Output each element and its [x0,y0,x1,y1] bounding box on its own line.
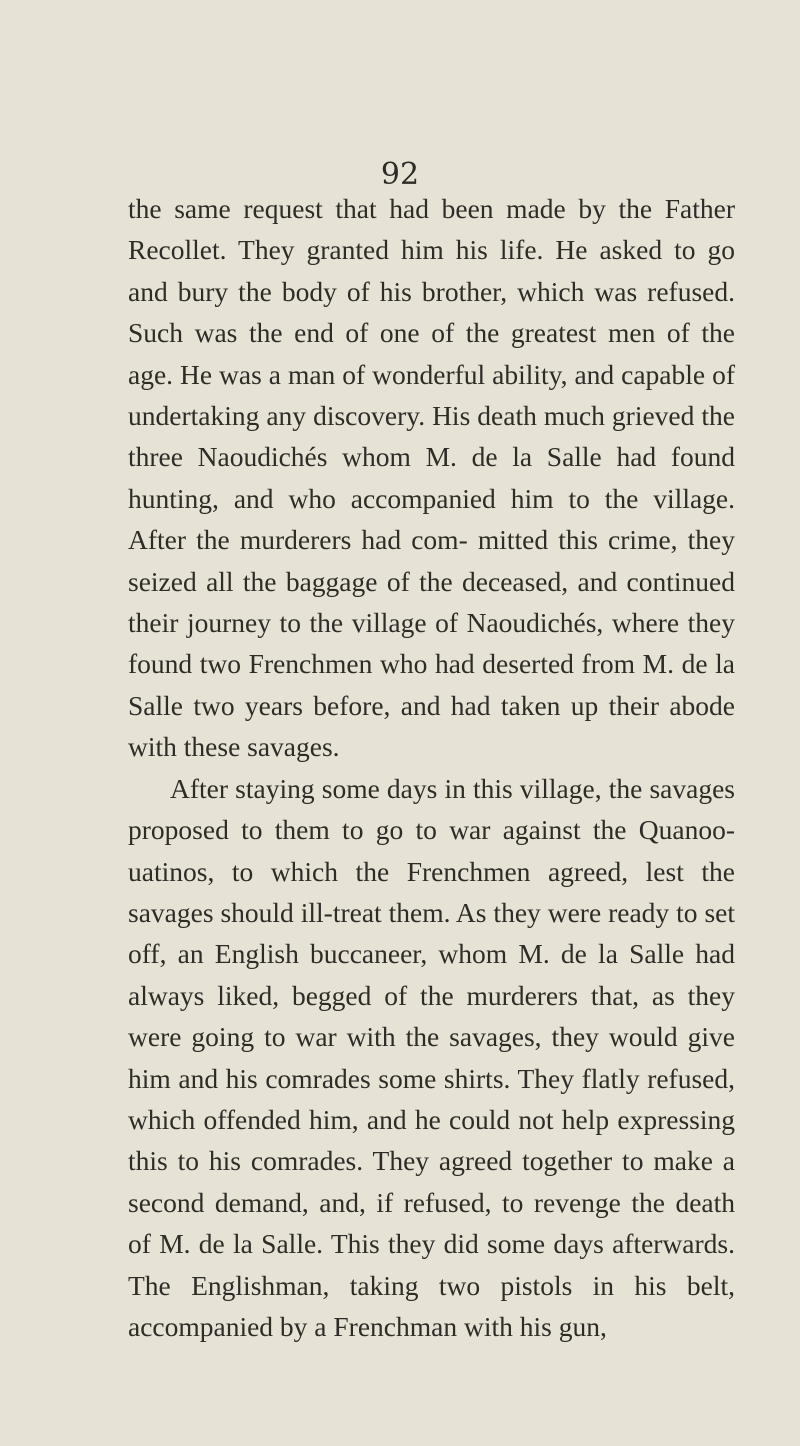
paragraph-1: the same request that had been made by the Father Recollet. They granted him his life. He asked to go and bury the body of his brother, which was refused. Such was the end of one of the greatest men of the age. He was a man of wonderful ability, and capable of undertaking any discovery. His death much grieved the three Naoudichés whom M. de la Salle had found hunting, and who accompanied him to the village. After the murderers had com- mitted this crime, they seized all the baggage of the deceased, and continued their journey to the village of Naoudichés, where they found two Frenchmen who had deserted from M. de la Salle two years before, and had taken up their abode with these savages. [128,193,735,763]
page-number: 92 [380,157,420,192]
paragraph-2: After staying some days in this village, the savages proposed to them to go to war against the Quanoo- uatinos, to which the Frenchmen agreed, lest the savages should ill-treat them. As they were ready to set off, an English buccaneer, whom M. de la Salle had always liked, begged of the murderers that, as they were going to war with the savages, they would give him and his comrades some shirts. They flatly refused, which offended him, and he could not help expressing this to his comrades. They agreed together to make a second demand, and, if refused, to revenge the death of M. de la Salle. This they did some days afterwards. The Englishman, taking two pistols in his belt, accompanied by a Frenchman with his gun, [128,772,735,1342]
body-text [128,188,735,1347]
